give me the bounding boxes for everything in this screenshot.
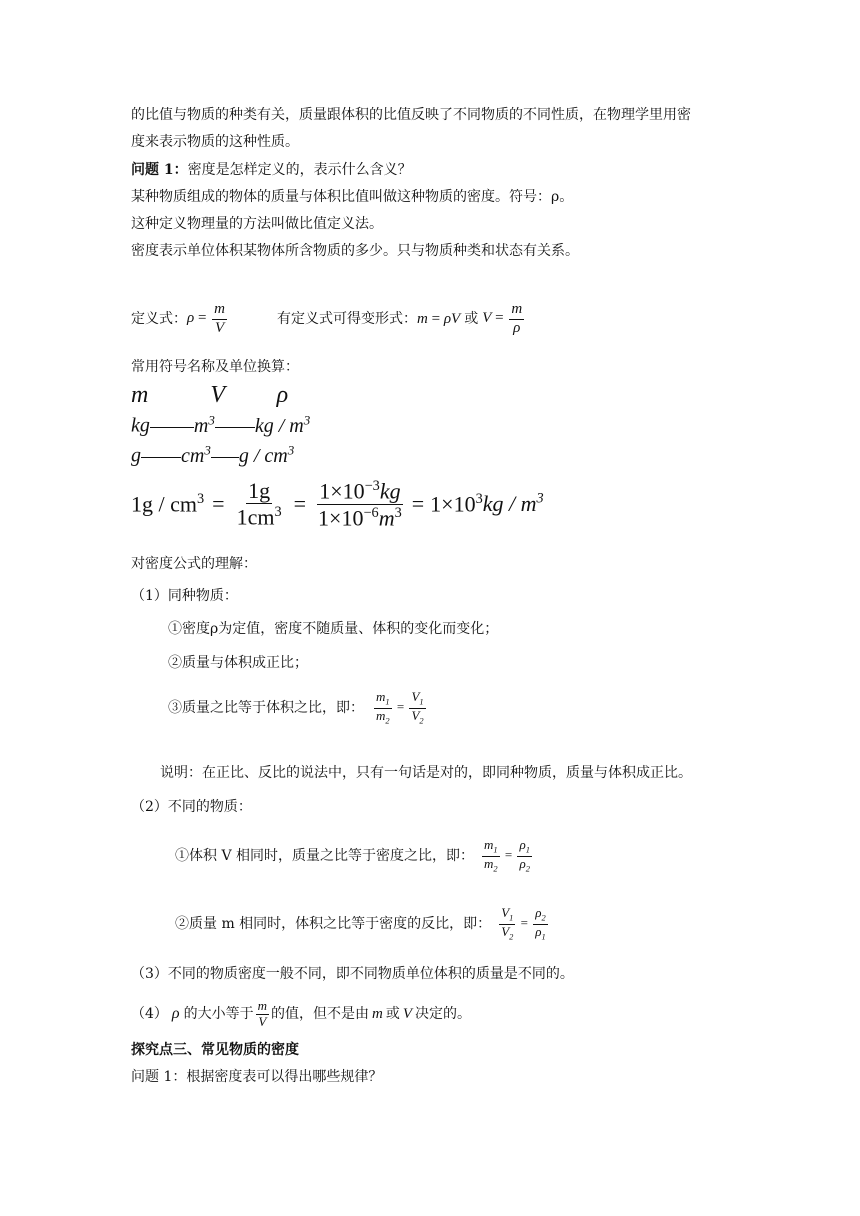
v-symbol: V [402,1006,413,1022]
unit-conversion-equation: $1g / cm^3$ = $\frac{1g}{1cm^3}$ = $\frac{1\times 10^{-3}kg}{1\times 10^{-6}m^3}$ = $1\times 10^3kg / m^3$ [131,478,544,530]
density-meaning: 密度表示单位体积某物体所含物质的多少。只与物质种类和状态有关系。 [131,243,579,259]
unit-kg-per-m3: kg / $m^3$ [254,412,311,437]
question-1-text: 密度是怎样定义的，表示什么含义？ [187,162,412,178]
section-3-heading: 探究点三、常见物质的密度 [131,1042,299,1058]
conversion-rhs: $1\times 10^3kg / m^3$ [430,490,544,517]
different-substances-point-2 [175,904,550,944]
rho-symbol: ρ [171,1005,180,1022]
or-word: 或 [464,311,479,327]
understanding-title: 对密度公式的理解： [131,556,257,572]
symbol-mass: m [131,382,149,408]
variant-formula-2: V = $\frac{m}{\rho}$ [482,301,523,336]
volume-density-ratio-formula: $\frac{V_1}{V_2}$ = $\frac{\rho_2}{\rho_1}$ [501,905,546,942]
m-over-v-fraction: $\frac{m}{V}$ [257,997,267,1029]
unit-row-si [131,412,310,438]
same-substance-point-1: ①密度ρ为定值，密度不随质量、体积的变化而变化； [168,621,499,637]
symbol-density: ρ [276,382,289,408]
symbols-title: 常用符号名称及单位换算： [131,359,299,375]
definition-formula-line [131,298,526,340]
symbol-row [131,382,288,409]
unit-m3: $m^3$ [193,412,215,437]
density-definition: 某种物质组成的物体的质量与体积比值叫做这种物质的密度。符号：ρ。 [131,189,574,205]
definition-formula: ρ = $\frac{m}{V}$ [187,301,226,336]
unit-row-cgs [131,442,294,468]
different-substances-point-1 [175,836,534,876]
point-3-line: （3）不同的物质密度一般不同，即不同物质单位体积的质量是不同的。 [131,966,574,982]
section-3-question-1: 问题 1：根据密度表可以得出哪些规律？ [131,1069,383,1085]
question-1 [131,161,412,179]
question-1-label: 问题 1： [131,162,188,178]
ratio-definition-method: 这种定义物理量的方法叫做比值定义法。 [131,216,383,232]
unit-cm3: $cm^3$ [181,442,211,467]
conversion-fraction-2: $\frac{1\times 10^{-3}kg}{1\times 10^{-6}m^3}$ [318,478,402,530]
point-4-text-b: 的值，但不是由 [271,1006,369,1022]
different-substances-heading: （2）不同的物质： [131,799,252,815]
point-4-number: （4） [131,1006,168,1022]
unit-g: g [131,444,141,467]
same-substance-heading: （1）同种物质： [131,588,238,604]
note-line: 说明：在正比、反比的说法中，只有一句话是对的，即同种物质，质量与体积成正比。 [160,765,692,781]
definition-label: 定义式： [131,311,187,327]
point-4-line [131,994,471,1034]
conversion-fraction-1: $\frac{1g}{1cm^3}$ [236,478,282,530]
variant-label: 有定义式可得变形式： [277,311,418,327]
mass-volume-ratio-formula: $\frac{m_1}{m_2}$ = $\frac{V_1}{V_2}$ [376,689,424,726]
paragraph-line-2: 度来表示物质的这种性质。 [131,134,299,150]
point-4-text-c: 决定的。 [415,1006,472,1022]
mass-density-ratio-formula: $\frac{m_1}{m_2}$ = $\frac{\rho_1}{\rho_2}$ [484,837,530,874]
variant-formula-1: m = ρV [417,311,461,327]
symbol-volume: V [210,382,225,408]
point-4-or: 或 [385,1006,400,1022]
same-substance-point-3 [168,688,428,728]
different-substances-point-2-text: ②质量 m 相同时，体积之比等于密度的反比，即： [175,916,492,932]
m-symbol: m [372,1006,383,1022]
conversion-lhs: $1g / cm^3$ [131,490,205,517]
paragraph-line-1: 的比值与物质的种类有关，质量跟体积的比值反映了不同物质的不同性质，在物理学里用密 [131,107,691,123]
different-substances-point-1-text: ①体积 V 相同时，质量之比等于密度之比，即： [175,848,475,864]
unit-kg: kg [131,414,150,437]
point-4-text-a: 的大小等于 [183,1006,254,1022]
same-substance-point-3-text: ③质量之比等于体积之比，即： [168,700,364,716]
unit-g-per-cm3: g / $cm^3$ [238,442,295,467]
same-substance-point-2: ②质量与体积成正比； [168,655,308,671]
